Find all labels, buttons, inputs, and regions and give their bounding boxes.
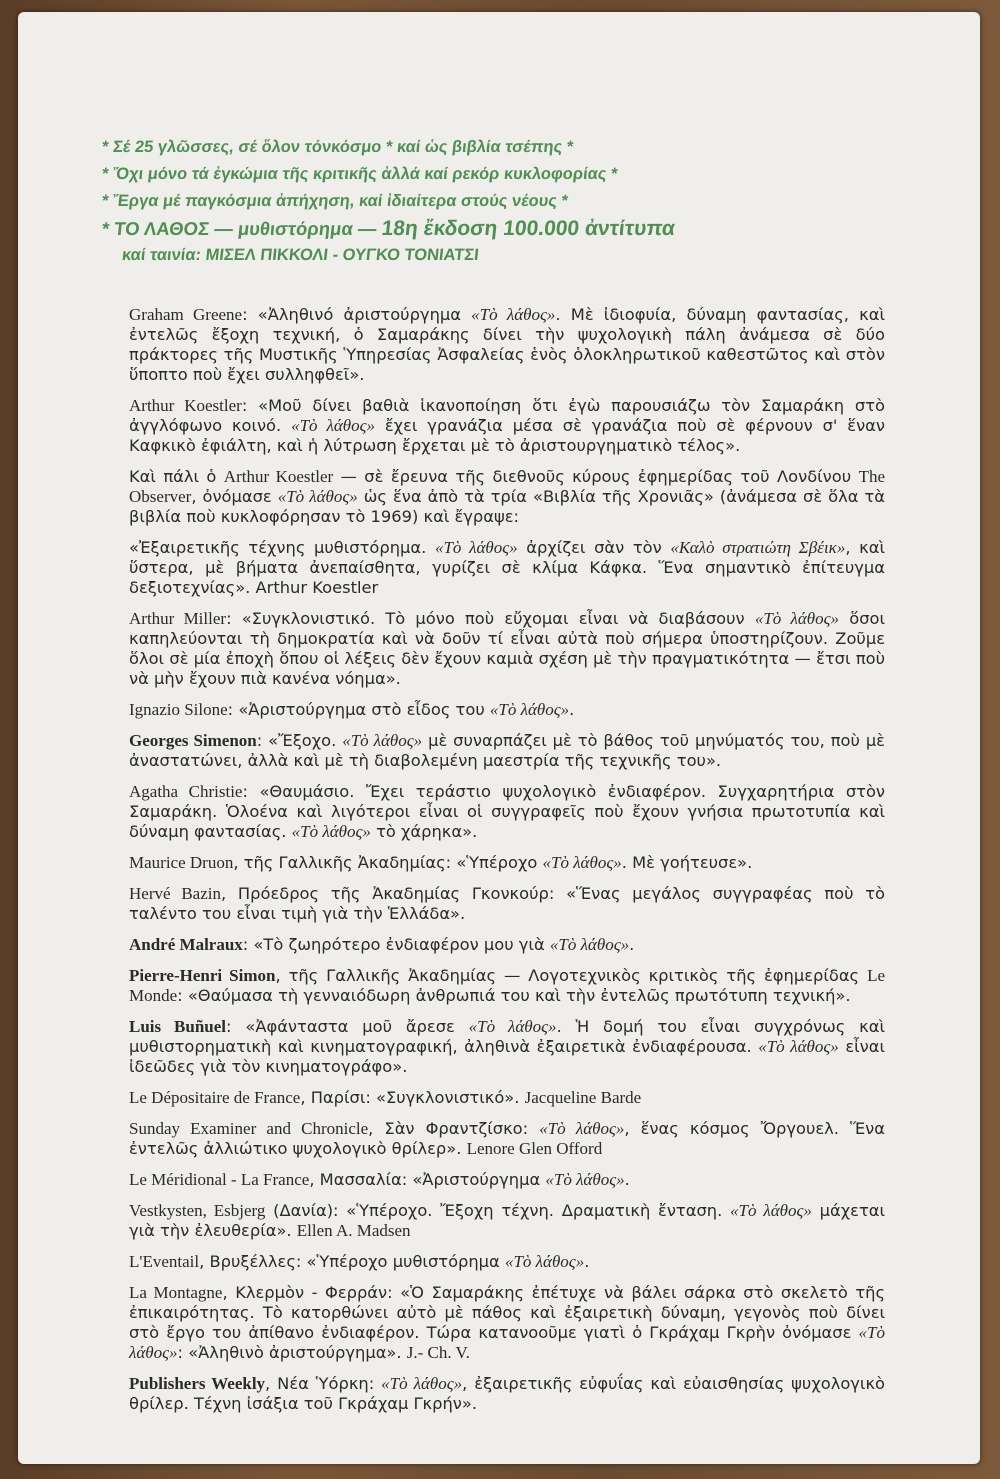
quote-title: «Τὸ λάθος»	[468, 1017, 557, 1036]
quote-source: J.- Ch. V.	[406, 1343, 470, 1362]
quote-text: , τῆς Γαλλικῆς Ἀκαδημίας — Λογοτεχνικὸς κριτικὸς τῆς ἐφημερίδας	[275, 966, 868, 985]
quote-text: , Βρυξέλλες: «Ὑπέροχο μυθιστόρημα	[199, 1252, 505, 1271]
review-quote	[129, 1283, 885, 1363]
quote-text: , Πρόεδρος τῆς Ἀκαδημίας Γκονκούρ: «Ἕνας μεγάλος συγγραφέας ποὺ τὸ ταλέντο του εἶναι τιμὴ γιὰ τὴν Ἑλλάδα».	[129, 884, 886, 923]
promo-block	[102, 134, 862, 269]
quote-source: L'Eventail	[129, 1252, 200, 1271]
quote-title: «Τὸ λάθος»	[489, 700, 570, 719]
quote-title: «Τὸ λάθος»	[754, 609, 840, 628]
quote-source: Publishers Weekly	[129, 1374, 266, 1393]
quote-text: : «Ἀφάνταστα μοῦ ἄρεσε	[226, 1017, 469, 1036]
quote-text: ὅσοι καπηλεύονται τὴ δημοκρατία καὶ νὰ δοῦν τί εἶναι αὐτὰ ποὺ σήμερα ὑποστηρίζουν. Ζοῦμε ὅλοι σὲ μία ἐποχὴ ὅπου οἱ λέξεις δὲν ἔχουν καμιὰ σχέση μὲ τὴν πραγματικότητα — ἔτσι ποὺ νὰ μὴν ἔχουν πιὰ κανένα νόημα».	[129, 609, 885, 688]
review-quote	[129, 884, 885, 924]
quote-text: , Παρίσι: «Συγκλονιστικό».	[300, 1088, 525, 1107]
review-quotes	[129, 305, 885, 1425]
quote-source: Ignazio Silone	[129, 700, 228, 719]
promo-line-4-prefix: * ΤΟ ΛΑΘΟΣ — μυθιστόρημα —	[100, 218, 383, 239]
quote-text: : «Θαύμασα τὴ γενναιόδωρη ἀνθρωπιά του καὶ τὴν ἐντελῶς πρωτότυπη τεχνική».	[177, 986, 851, 1005]
quote-source: Ellen A. Madsen	[296, 1221, 411, 1240]
quote-source: Le Monde	[129, 966, 885, 1005]
quote-title: «Τὸ λάθος»	[542, 853, 622, 872]
quote-text: : «Ἀληθινό ἀριστούργημα	[242, 305, 472, 324]
review-quote	[129, 1201, 885, 1241]
promo-line-4	[101, 215, 864, 242]
quote-source: La Montagne	[129, 1283, 223, 1302]
quote-source: Pierre-Henri Simon	[129, 966, 276, 985]
quote-source: Sunday Examiner and Chronicle	[129, 1119, 369, 1138]
quote-source: Vestkysten, Esbjerg	[129, 1201, 266, 1220]
review-quote	[129, 538, 885, 598]
quote-text: , ὀνόμασε	[191, 487, 278, 506]
quote-source: Agatha Christie	[129, 782, 243, 801]
quote-source: Arthur Koestler	[129, 396, 242, 415]
review-quote	[129, 853, 885, 873]
quote-title: «Τὸ λάθος»	[291, 416, 375, 435]
promo-line-4-edition: 18η ἔκδοση 100.000 ἀντίτυπα	[380, 217, 677, 240]
quote-text: : «Μοῦ δίνει βαθιὰ ἱκανοποίηση ὅτι ἐγὼ παρουσιάζω τὸν Σαμαράκη στὸ ἀγγλόφωνο κοινό.	[129, 396, 885, 435]
quote-title: «Τὸ λάθος»	[381, 1374, 463, 1393]
quote-title: «Τὸ λάθος»	[434, 538, 518, 557]
promo-line-2: * Ὄχι μόνο τά ἐγκώμια τῆς κριτικῆς ἀλλά καί ρεκόρ κυκλοφορίας *	[101, 165, 619, 183]
promo-line-1: * Σέ 25 γλῶσσες, σέ ὅλον τόνκόσμο * καί ὡς βιβλία τσέπης *	[101, 138, 575, 156]
review-quote	[129, 700, 885, 720]
quote-text: .	[624, 1170, 630, 1189]
quote-title: «Τὸ λάθος»	[342, 731, 423, 750]
quote-text: , ἐξαιρετικῆς εὐφυΐας καὶ εὐαισθησίας ψυχολογικὸ θρίλερ. Τέχνη ἰσάξια τοῦ Γκράχαμ Γκρήν».	[129, 1374, 885, 1413]
quote-text: μάχεται γιὰ τὴν ἐλευθερία».	[129, 1201, 885, 1240]
quote-text: .	[584, 1252, 590, 1271]
review-quote	[129, 1017, 885, 1077]
quote-text: , ἕνας κόσμος Ὄργουελ. Ἕνα ἐντελῶς ἀλλιώτικο ψυχολογικὸ θρίλερ».	[129, 1119, 885, 1158]
quote-text: τὸ χάρηκα».	[370, 822, 478, 841]
quote-text: , Μασσαλία: «Ἀριστούργημα	[309, 1170, 546, 1189]
review-quote	[129, 1252, 885, 1272]
review-quote	[129, 609, 885, 689]
promo-line-3: * Ἔργα μέ παγκόσμια ἀπήχηση, καί ἰδιαίτερα στούς νέους *	[101, 192, 569, 210]
review-quote	[129, 1170, 885, 1190]
review-quote	[129, 731, 885, 771]
review-quote	[129, 966, 885, 1006]
quote-text: — σὲ ἔρευνα τῆς διεθνοῦς κύρους ἐφημερίδας τοῦ Λονδίνου	[333, 467, 859, 486]
quote-text: Καὶ πάλι ὁ	[129, 467, 224, 486]
quote-title: «Τὸ λάθος»	[539, 1119, 625, 1138]
quote-source: Le Dépositaire de France	[129, 1088, 301, 1107]
quote-text: : «Ἀριστούργημα στὸ εἶδος του	[227, 700, 490, 719]
quote-text: (Δανία): «Ὑπέροχο. Ἔξοχη τέχνη. Δραματικὴ ἔνταση.	[265, 1201, 731, 1220]
quote-text: . Μὲ ἰδιοφυία, δύναμη φαντασίας, καὶ ἐντελῶς ἔξοχη τεχνική, ὁ Σαμαράκης δίνει τὴν ψυχολογικὴ πάλη ἀνάμεσα σὲ δύο πράκτορες τῆς Μυστικῆς Ὑπηρεσίας Ἀσφαλείας ἑνὸς ὁλοκληρωτικοῦ καθεστῶτος καὶ στὸν ὕποπτο ποὺ ἔχει συλληφθεῖ».	[129, 305, 885, 384]
quote-title: «Τὸ λάθος»	[545, 1170, 625, 1189]
quote-text: , τῆς Γαλλικῆς Ἀκαδημίας: «Ὑπέροχο	[233, 853, 543, 872]
quote-title: «Τὸ λάθος»	[277, 487, 358, 506]
quote-title: «Καλὸ στρατιώτη Σβέικ»	[670, 538, 846, 557]
review-quote	[129, 396, 885, 456]
quote-source: Arthur Koestler	[223, 467, 334, 486]
review-quote	[129, 1119, 885, 1159]
quote-text: : «Συγκλονιστικό. Τὸ μόνο ποὺ εὔχομαι εἶναι νὰ διαβάσουν	[226, 609, 755, 628]
quote-title: «Τὸ λάθος»	[471, 305, 556, 324]
review-quote	[129, 305, 885, 385]
quote-text: .	[629, 935, 635, 954]
quote-text: : «Ἀληθινὸ ἀριστούργημα».	[177, 1343, 407, 1362]
quote-source: André Malraux	[129, 935, 243, 954]
quote-title: «Τὸ λάθος»	[129, 1323, 885, 1362]
quote-source: Lenore Glen Offord	[466, 1139, 603, 1158]
review-quote	[129, 782, 885, 842]
quote-title: «Τὸ λάθος»	[758, 1037, 839, 1056]
quote-title: «Τὸ λάθος»	[730, 1201, 812, 1220]
review-quote	[129, 935, 885, 955]
quote-title: «Τὸ λάθος»	[504, 1252, 585, 1271]
quote-text: ἔχει γρανάζια μέσα σὲ γρανάζια ποὺ σὲ φέρνουν σ' ἕναν Καφκικὸ ἐφιάλτη, καὶ ἡ λύτρωση ἔρχεται μὲ τὸ ἀριστουργηματικὸ τέλος».	[129, 416, 885, 455]
quote-text: : «Τὸ ζωηρότερο ἐνδιαφέρον μου γιὰ	[242, 935, 550, 954]
quote-text: , Κλερμὸν - Φερράν: «Ὁ Σαμαράκης ἐπέτυχε νὰ βάλει σάρκα στὸ σκελετὸ τῆς ἐπικαιρότητας. Τὸ κατορθώνει αὐτὸ μὲ πάθος καὶ ἐξαιρετικὴ δύναμη, γεγονὸς ποὺ δίνει στὸ ἔργο του ἀπίθανο ἐνδιαφέρον. Τώρα κατανοοῦμε γιατὶ ὁ Γκράχαμ Γκρὴν ὀνόμασε	[129, 1283, 885, 1342]
quote-text: : «Ἔξοχο.	[256, 731, 343, 750]
review-quote	[129, 1088, 885, 1108]
quote-text: . Μὲ γοήτευσε».	[621, 853, 753, 872]
quote-text: : «Θαυμάσιο. Ἔχει τεράστιο ψυχολογικὸ ἐνδιαφέρον. Συγχαρητήρια στὸν Σαμαράκη. Ὁλοένα καὶ λιγότεροι εἶναι οἱ συγγραφεῖς ποὺ ἔχουν γνήσια πρωτοτυπία καὶ δύναμη φαντασίας.	[129, 782, 885, 841]
quote-text: ἀρχίζει σὰν τὸν	[517, 538, 671, 557]
promo-line-5: καί ταινία: ΜΙΣΕΛ ΠΙΚΚΟΛΙ - ΟΥΓΚΟ ΤΟΝΙΑΤΣΙ	[121, 246, 480, 264]
quote-title: «Τὸ λάθος»	[549, 935, 630, 954]
quote-source: Hervé Bazin	[129, 884, 221, 903]
quote-title: «Τὸ λάθος»	[291, 822, 371, 841]
quote-source: Luis Buñuel	[129, 1017, 227, 1036]
quote-text: . Ἡ δομή του εἶναι συγχρόνως καὶ μυθιστορηματικὴ καὶ κινηματογραφική, ἀληθινὰ ἐξαιρετικὰ ἐνδιαφέρουσα.	[129, 1017, 885, 1056]
quote-source: Graham Greene	[129, 305, 243, 324]
quote-text: μὲ συναρπάζει μὲ τὸ βάθος τοῦ μηνύματός του, ποὺ μὲ ἀναστατώνει, ἀλλὰ καὶ μὲ τὴ διαβολεμένη μαεστρία τῆς τεχνικῆς του».	[129, 731, 885, 770]
quote-source: Arthur Miller	[129, 609, 227, 628]
quote-text: , καὶ ὕστερα, μὲ βήματα ἀνεπαίσθητα, γυρίζει σὲ κλίμα Κάφκα. Ἕνα σημαντικὸ ἐπίτευγμα δεξιοτεχνίας». Arthur Koestler	[129, 538, 885, 597]
quote-text: «Ἐξαιρετικῆς τέχνης μυθιστόρημα.	[129, 538, 435, 557]
quote-text: .	[569, 700, 575, 719]
quote-text: εἶναι ἰδεῶδες γιὰ τὸν κινηματογράφο».	[129, 1037, 885, 1076]
quote-text: , Νέα Ὑόρκη:	[265, 1374, 382, 1393]
review-quote	[129, 467, 885, 527]
quote-source: Le Méridional - La France	[129, 1170, 310, 1189]
quote-text: , Σὰν Φραντζίσκο:	[368, 1119, 540, 1138]
quote-source: Maurice Druon	[129, 853, 234, 872]
quote-source: Georges Simenon	[129, 731, 257, 750]
quote-source: The Observer	[129, 467, 885, 506]
quote-source: Jacqueline Barde	[524, 1088, 642, 1107]
quote-text: ὡς ἕνα ἀπὸ τὰ τρία «Βιβλία τῆς Χρονιᾶς» (ἀνάμεσα σὲ ὅλα τὰ βιβλία ποὺ κυκλοφόρησαν τὸ 1969) καὶ ἔγραψε:	[129, 487, 885, 526]
review-quote	[129, 1374, 885, 1414]
